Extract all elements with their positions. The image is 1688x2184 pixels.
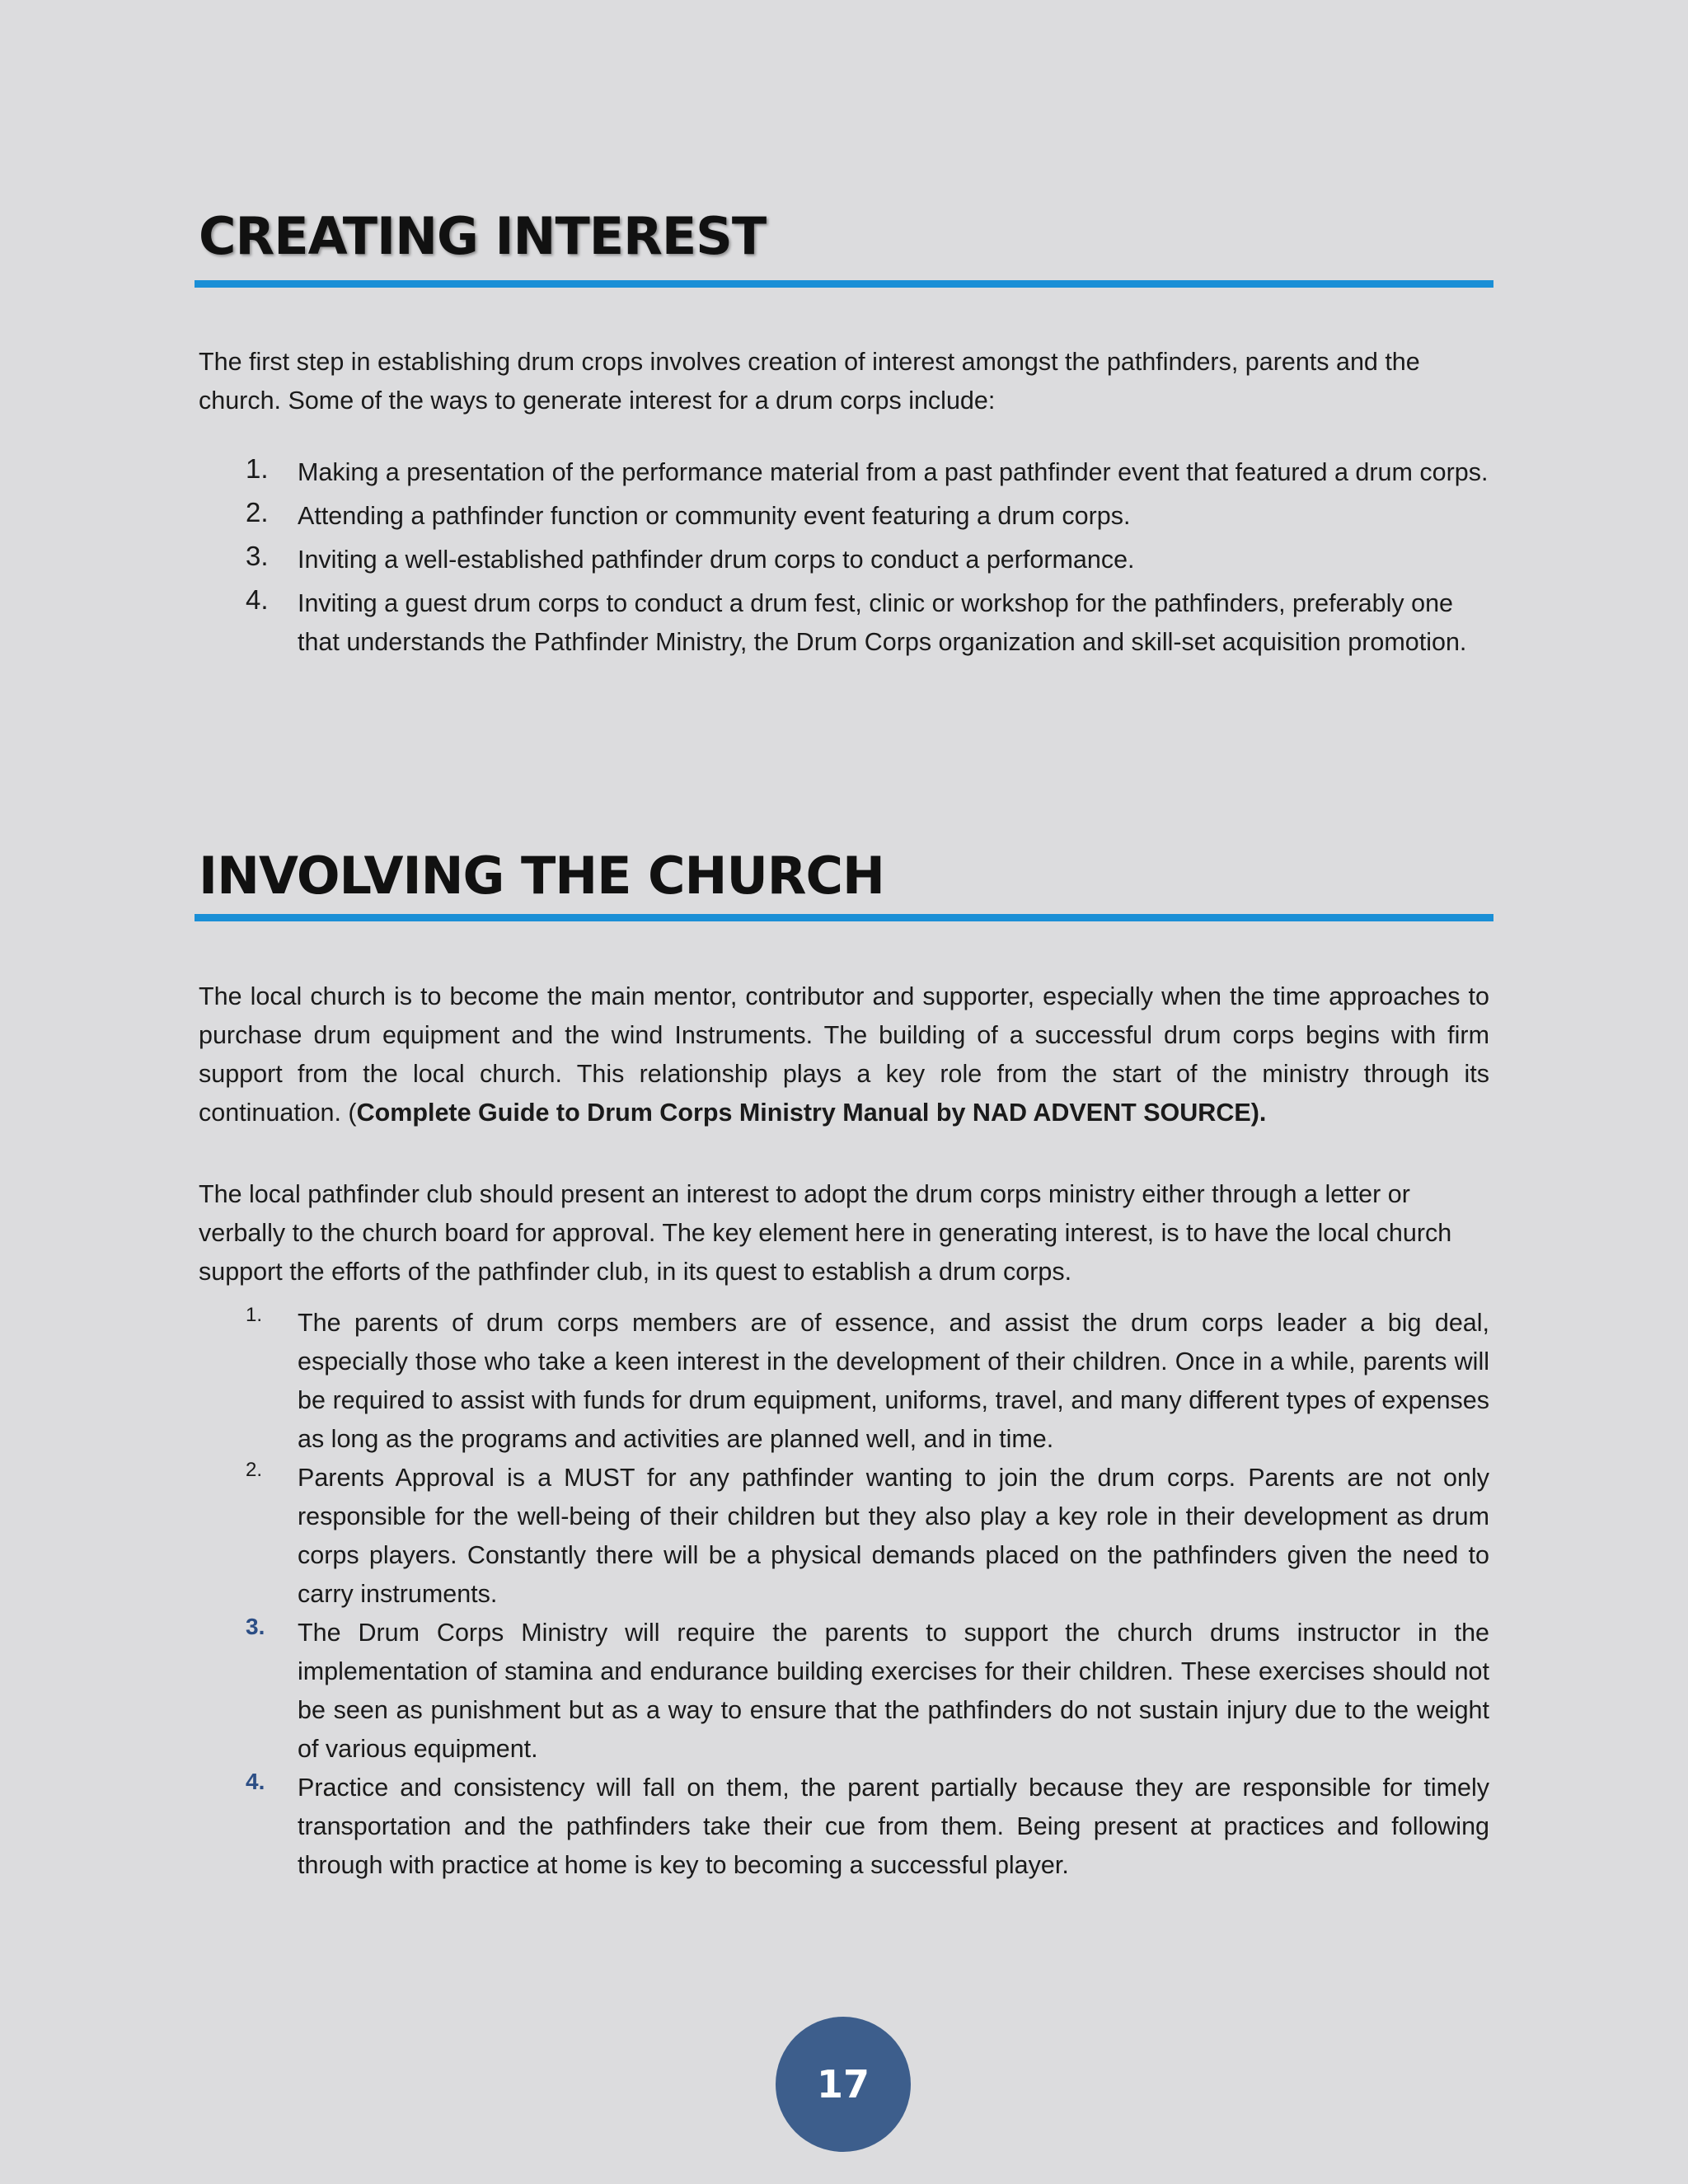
list-item	[0, 497, 1688, 536]
list-number: 4.	[246, 584, 269, 615]
reference-close: ).	[1250, 1099, 1267, 1127]
list-item-text: Inviting a well-established pathfinder drum corps to conduct a performance.	[298, 546, 1135, 574]
list-item-text: Practice and consistency will fall on them, the parent partially because they are responsible for timely transportation and the pathfinders take their cue from them. Being present at practices and following through with practice at home is key to becoming a successful player.	[298, 1774, 1489, 1879]
club-paragraph: The local pathfinder club should present an interest to adopt the drum corps ministry either through a letter or verbally to the church board for approval. The key element here in generating interest, is to have the local church support the efforts of the pathfinder club, in its quest to establish a drum corps.	[199, 1180, 1452, 1286]
list-number: 2.	[246, 1459, 263, 1481]
list-item-text: Making a presentation of the performance material from a past pathfinder event that featured a drum corps.	[298, 458, 1489, 486]
intro-paragraph: The first step in establishing drum crops involves creation of interest amongst the pathfinders, parents and the church. Some of the ways to generate interest for a drum corps include:	[199, 348, 1420, 415]
list-item	[0, 584, 1688, 662]
list-number: 3.	[246, 1614, 265, 1639]
section-divider	[195, 280, 1493, 288]
list-item	[0, 453, 1688, 492]
list-item	[0, 1614, 1688, 1769]
church-paragraph-text: The local church is to become the main mentor, contributor and supporter, especially when the time approaches to purchase drum equipment and the wind Instruments. The building of a successful drum corps begins with firm support from the local church. This relationship plays a key role from the start of the ministry through its continuation. (	[199, 982, 1489, 1127]
list-item	[0, 541, 1688, 579]
list-item-text: Inviting a guest drum corps to conduct a drum fest, clinic or workshop for the pathfinders, preferably one that understands the Pathfinder Ministry, the Drum Corps organization and skill-set acquisition promotion.	[298, 589, 1467, 656]
list-item-text: The parents of drum corps members are of essence, and assist the drum corps leader a big deal, especially those who take a keen interest in the development of their children. Once in a while, parents will be required to assist with funds for drum equipment, uniforms, travel, and many different types of expenses as long as the programs and activities are planned well, and in time.	[298, 1309, 1489, 1453]
list-item-text: Parents Approval is a MUST for any pathfinder wanting to join the drum corps. Parents are not only responsible for the well-being of their children but they also play a key role in their development as drum corps players. Constantly there will be a physical demands placed on the pathfinders given the need to carry instruments.	[298, 1464, 1489, 1608]
list-item-text: The Drum Corps Ministry will require the parents to support the church drums instructor in the implementation of stamina and endurance building exercises for their children. These exercises should not be seen as punishment but as a way to ensure that the pathfinders do not sustain injury due to the weight of various equipment.	[298, 1619, 1489, 1763]
section-divider	[195, 914, 1493, 921]
page-number-badge: 17	[776, 2017, 911, 2152]
list-item	[0, 1304, 1688, 1459]
section-title-involving-the-church: INVOLVING THE CHURCH	[199, 846, 884, 906]
list-number: 1.	[246, 453, 269, 484]
list-item	[0, 1769, 1688, 1885]
list-number: 2.	[246, 497, 269, 527]
list-number: 1.	[246, 1304, 263, 1326]
list-number: 4.	[246, 1769, 265, 1794]
list-item-text: Attending a pathfinder function or community event featuring a drum corps.	[298, 502, 1131, 530]
section-title-creating-interest: CREATING INTEREST	[199, 206, 767, 266]
list-number: 3.	[246, 541, 269, 571]
manual-reference: Complete Guide to Drum Corps Ministry Manual by NAD ADVENT SOURCE	[356, 1099, 1251, 1127]
interest-list	[0, 453, 1688, 667]
list-item	[0, 1459, 1688, 1614]
church-paragraph	[199, 977, 1489, 1132]
parents-list	[0, 1304, 1688, 1885]
